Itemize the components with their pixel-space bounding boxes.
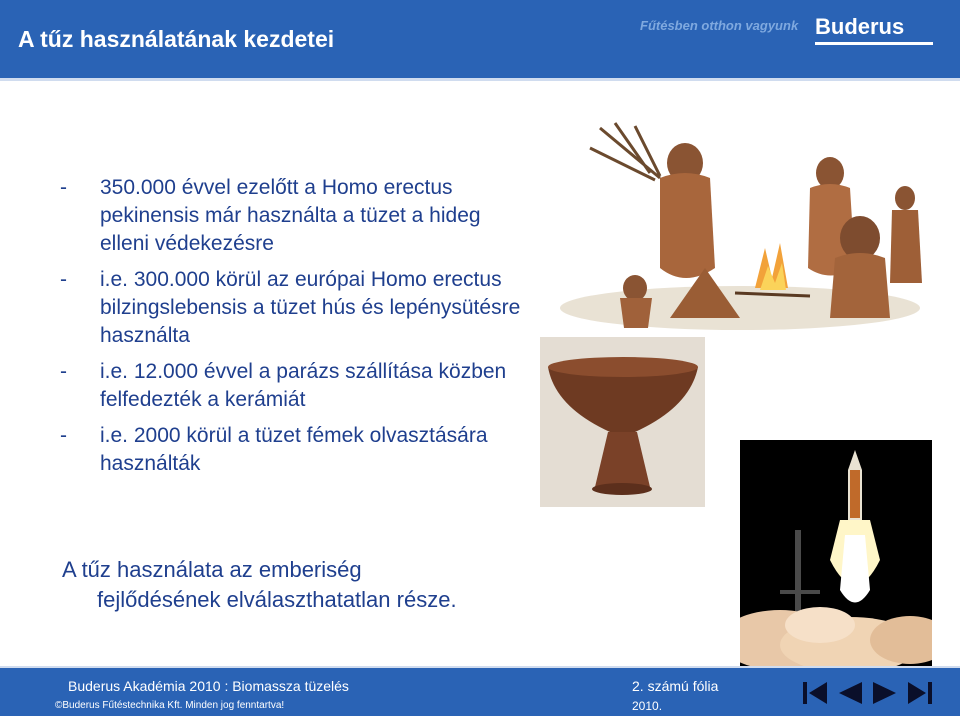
previous-slide-icon[interactable] [835, 680, 865, 706]
summary-line-2: fejlődésének elválaszthatatlan része. [97, 587, 457, 612]
bullet-dash: - [60, 360, 67, 383]
bullet-item [60, 422, 530, 478]
bullet-item [60, 266, 530, 350]
bullet-list [60, 174, 530, 486]
rocket-launch-image [740, 440, 932, 666]
slide-footer [0, 668, 960, 716]
copyright-text: ©Buderus Fűtéstechnika Kft. Minden jog fenntartva! [55, 700, 285, 711]
brand-slogan: Fűtésben otthon vagyunk [640, 18, 799, 33]
bullet-item [60, 358, 530, 414]
bullet-dash: - [60, 268, 67, 291]
bullet-text: i.e. 2000 körül a tüzet fémek olvasztására használták [100, 424, 488, 475]
slide-number: 2. számú fólia [632, 678, 719, 694]
summary-line-1: A tűz használata az emberiség [62, 557, 362, 582]
bullet-text: 350.000 évvel ezelőtt a Homo erectus pekinensis már használta a tüzet a hideg elleni védekezésre [100, 176, 481, 255]
summary-text [62, 555, 702, 615]
course-name: Buderus Akadémia 2010 : Biomassza tüzelés [68, 678, 349, 694]
buderus-logo: Buderus [815, 14, 905, 39]
bullet-text: i.e. 12.000 évvel a parázs szállítása közben felfedezték a kerámiát [100, 360, 507, 411]
footer-year: 2010. [632, 699, 663, 713]
bullet-item [60, 174, 530, 258]
slide-header [0, 0, 960, 78]
slide-title: A tűz használatának kezdetei [18, 26, 335, 52]
header-divider [0, 78, 960, 81]
last-slide-icon[interactable] [905, 680, 935, 706]
ceramic-vessel-image [540, 337, 705, 507]
homo-erectus-fire-image [540, 118, 940, 333]
bullet-dash: - [60, 176, 67, 199]
first-slide-icon[interactable] [800, 680, 830, 706]
bullet-text: i.e. 300.000 körül az európai Homo erectus bilzingslebensis a tüzet hús és lepénysütésre használta [100, 268, 521, 347]
next-slide-icon[interactable] [870, 680, 900, 706]
logo-underline [815, 42, 933, 45]
bullet-dash: - [60, 424, 67, 447]
